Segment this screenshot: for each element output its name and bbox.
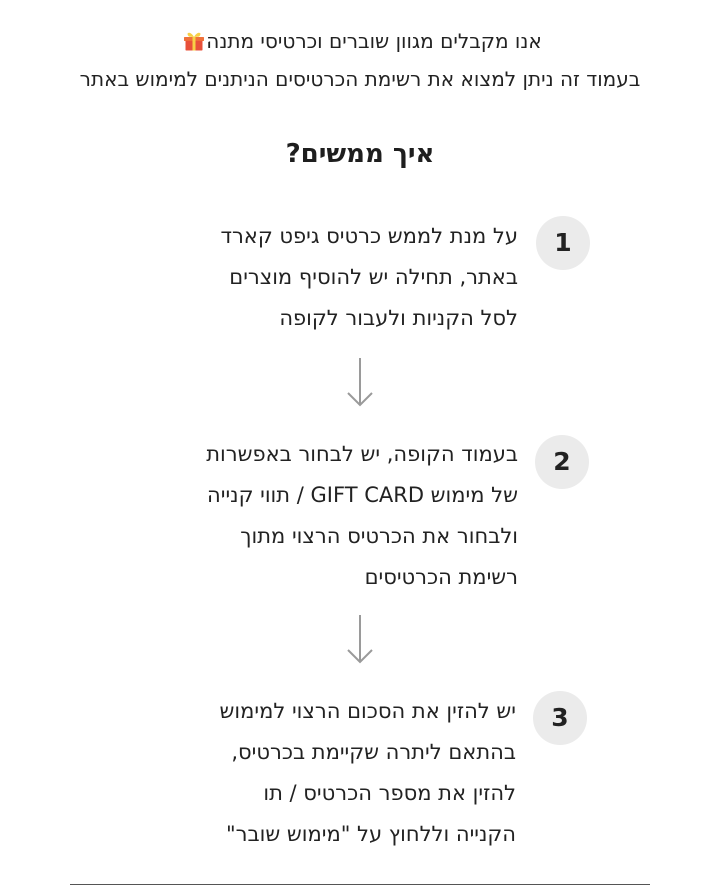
intro-line-2: בעמוד זה ניתן למצוא את רשימת הכרטיסים הניתנים למימוש באתר <box>79 67 641 91</box>
step-number-badge: 1 <box>536 216 590 270</box>
step-number-badge: 2 <box>535 435 589 489</box>
arrow-down-icon <box>345 613 375 665</box>
page-title: איך ממשים? <box>285 139 435 169</box>
step-text-line: הקנייה וללחוץ על "מימוש שובר" <box>225 822 516 846</box>
step-number-badge: 3 <box>533 691 587 745</box>
step-text-line: בהתאם ליתרה שקיימת בכרטיס, <box>231 740 516 764</box>
step-text-line: על מנת לממש כרטיס גיפט קארד <box>220 224 518 248</box>
intro-line-1-text: אנו מקבלים מגוון שוברים וכרטיסי מתנה <box>206 29 542 53</box>
step-3 <box>0 691 720 846</box>
step-text-line: להזין את מספר הכרטיס / תו <box>263 781 516 805</box>
step-text-line: ולבחור את הכרטיס הרצוי מתוך <box>240 524 518 548</box>
step-text-line: של מימוש GIFT CARD / תווי קנייה <box>207 483 518 507</box>
step-1 <box>0 216 720 330</box>
intro-text <box>0 22 720 98</box>
step-2 <box>0 434 720 589</box>
arrow-down-icon <box>345 356 375 408</box>
step-description <box>116 691 516 855</box>
gift-icon <box>182 28 206 52</box>
step-text-line: רשימת הכרטיסים <box>364 565 518 589</box>
step-text-line: בעמוד הקופה, יש לבחור באפשרות <box>206 442 518 466</box>
step-text-line: יש להזין את הסכום הרצוי למימוש <box>219 699 516 723</box>
section-divider <box>70 884 650 885</box>
step-description <box>118 434 518 598</box>
intro-line-1 <box>0 22 720 60</box>
step-text-line: לסל הקניות ולעבור לקופה <box>279 306 518 330</box>
step-text-line: באתר, תחילה יש להוסיף מוצרים <box>229 265 518 289</box>
step-description <box>118 216 518 339</box>
